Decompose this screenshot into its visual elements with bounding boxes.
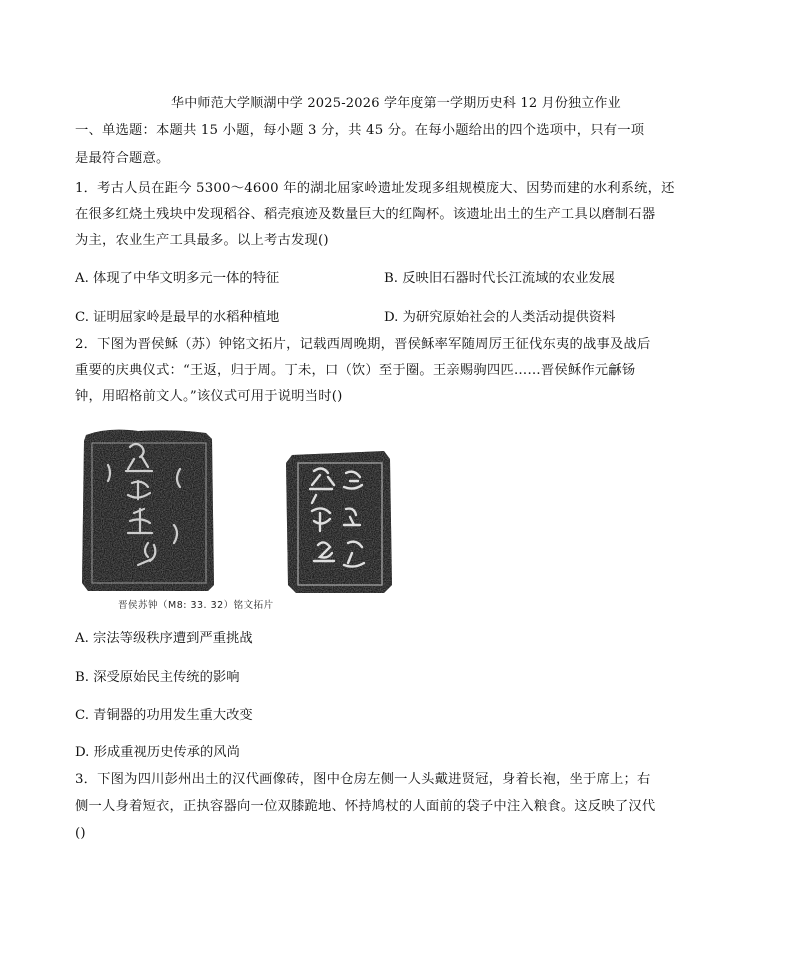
q1-stem-line-1: 1．考古人员在距今 5300～4600 年的湖北屈家岭遗址发现多组规模庞大、因势而建的水利系统，还 [75, 181, 675, 196]
q1-stem-line-3: 为主，农业生产工具最多。以上考古发现() [75, 233, 329, 248]
left-rubbing-panel [82, 430, 214, 591]
right-rubbing-panel [286, 451, 392, 593]
q2-option-c[interactable]: C. 青铜器的功用发生重大改变 [75, 708, 253, 723]
q1-option-d[interactable]: D. 为研究原始社会的人类活动提供资料 [384, 310, 616, 325]
page-title: 华中师范大学顺湖中学 2025-2026 学年度第一学期历史科 12 月份独立作业 [171, 96, 621, 111]
q3-stem-line-1: 3．下图为四川彭州出土的汉代画像砖，图中仓房左侧一人头戴进贤冠，身着长袍，坐于席上；右 [75, 772, 651, 787]
q2-stem-line-3: 钟，用昭格前文人。”该仪式可用于说明当时() [75, 389, 343, 404]
section-instruction-line-1: 一、单选题：本题共 15 小题，每小题 3 分，共 45 分。在每小题给出的四个选项中，只有一项 [75, 123, 645, 138]
rubbing-figure [78, 425, 408, 595]
q2-stem-line-2: 重要的庆典仪式：“王返，归于周。丁未，口（饮）至于圈。王亲赐驹四匹……晋侯稣作元龢钖 [75, 363, 636, 378]
q3-stem-line-2: 侧一人身着短衣，正执容器向一位双膝跪地、怀持鸠杖的人面前的袋子中注入粮食。这反映了汉代 [75, 799, 656, 814]
q2-option-a[interactable]: A. 宗法等级秩序遭到严重挑战 [75, 631, 253, 646]
q2-stem-line-1: 2．下图为晋侯稣（苏）钟铭文拓片，记载西周晚期，晋侯稣率军随周厉王征伐东夷的战事及战后 [75, 337, 651, 352]
section-instruction-line-2: 是最符合题意。 [75, 151, 170, 166]
q1-stem-line-2: 在很多红烧土残块中发现稻谷、稻壳痕迹及数量巨大的红陶杯。该遗址出土的生产工具以磨制石器 [75, 207, 656, 222]
q1-option-a[interactable]: A. 体现了中华文明多元一体的特征 [75, 271, 280, 286]
image-caption: 晋侯苏钟（M8: 33. 32）铭文拓片 [118, 600, 274, 611]
q2-option-d[interactable]: D. 形成重视历史传承的风尚 [75, 745, 240, 760]
bell-inscription-rubbing-image [78, 425, 408, 615]
q2-option-b[interactable]: B. 深受原始民主传统的影响 [75, 670, 240, 685]
q3-stem-line-3: () [75, 826, 86, 841]
q1-option-b[interactable]: B. 反映旧石器时代长江流域的农业发展 [384, 271, 615, 286]
q1-option-c[interactable]: C. 证明屈家岭是最早的水稻种植地 [75, 310, 280, 325]
